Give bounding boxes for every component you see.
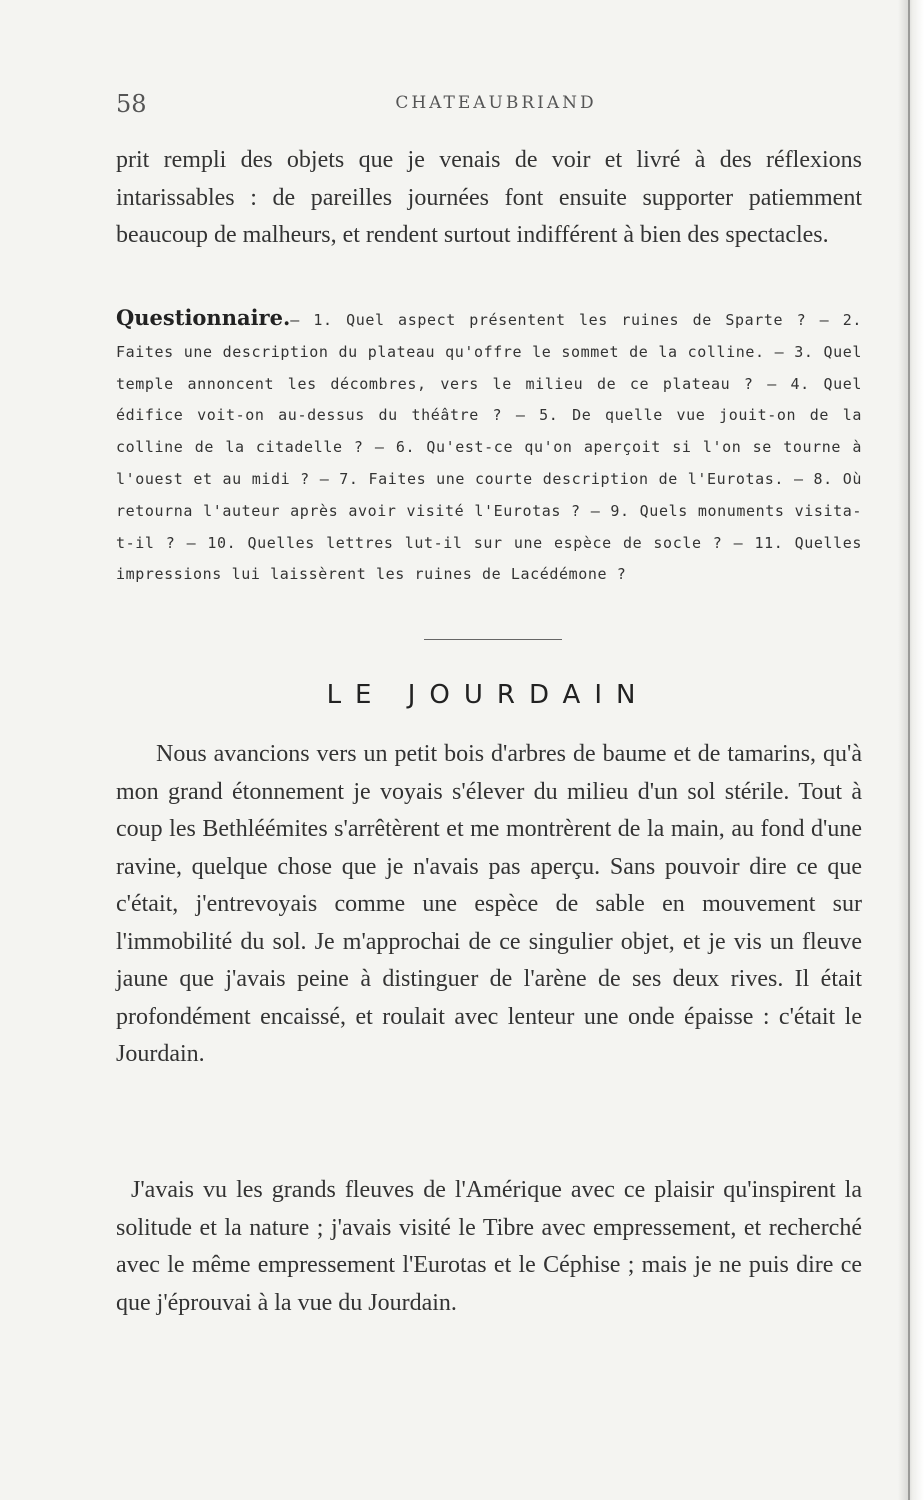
page-number: 58 <box>116 90 147 118</box>
page-edge-line <box>908 0 910 1500</box>
paragraph-jourdain-1: Nous avancions vers un petit bois d'arbres de baume et de tamarins, qu'à mon grand étonnement je voyais s'élever du milieu d'un sol stérile. Tout à coup les Bethléémites s'arrêtèrent et me montrèrent de la main, au fond d'une ravine, quelque chose que je n'avais pas aperçu. Sans pouvoir dire ce que c'était, j'entrevoyais comme une espèce de sable en mouvement sur l'immobilité du sol. Je m'approchai de ce singulier objet, et je vis un fleuve jaune que j'avais peine à distinguer de l'arène de ses deux rives. Il était profondément encaissé, et roulait avec lenteur une onde épaisse : c'était le Jourdain. <box>116 741 862 1067</box>
page-header <box>116 90 864 120</box>
section-title: LE JOURDAIN <box>326 680 650 710</box>
paragraph-jourdain-2: J'avais vu les grands fleuves de l'Amérique avec ce plaisir qu'inspirent la solitude et la nature ; j'avais visité le Tibre avec empressement, et recherché avec le même empressement l'Eurotas et le Céphise ; mais je ne puis dire ce que j'éprouvai à la vue du Jourdain. <box>116 1177 862 1316</box>
questionnaire-text: — 1. Quel aspect présentent les ruines de Sparte ? — 2. Faites une description du plateau qu'offre le sommet de la colline. — 3. Quel temple annoncent les décombres, vers le milieu de ce plateau ? — 4. Quel édifice voit-on au-dessus du théâtre ? — 5. De quelle vue jouit-on de la colline de la citadelle ? — 6. Qu'est-ce qu'on aperçoit si l'on se tourne à l'ouest et au midi ? — 7. Faites une courte description de l'Eurotas. — 8. Où retourna l'auteur après avoir visité l'Eurotas ? — 9. Quels monuments visita-t-il ? — 10. Quelles lettres lut-il sur une espèce de socle ? — 11. Quelles impressions lui laissèrent les ruines de Lacédémone ? <box>116 311 862 584</box>
section-divider <box>424 639 562 640</box>
questionnaire <box>116 302 862 591</box>
page-edge-shadow <box>898 0 924 1500</box>
running-head: CHATEAUBRIAND <box>395 93 597 113</box>
questionnaire-label: Questionnaire. <box>116 305 291 330</box>
paragraph-continuation: prit rempli des objets que je venais de voir et livré à des réflexions intarissables : de pareilles journées font ensuite supporter patiemment beaucoup de malheurs, et rendent surtout indifférent à bien des spectacles. <box>116 147 862 248</box>
